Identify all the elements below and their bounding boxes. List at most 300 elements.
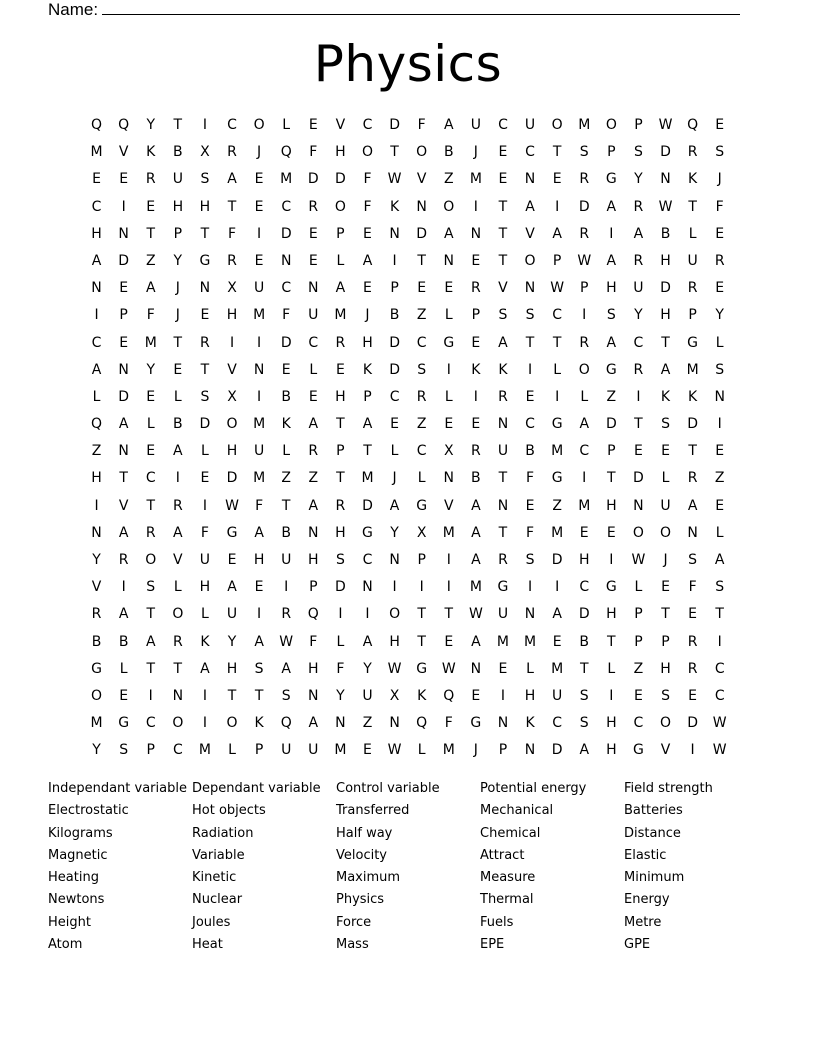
grid-letter[interactable]: R: [172, 497, 183, 514]
grid-letter[interactable]: U: [199, 552, 211, 568]
grid-letter[interactable]: S: [146, 579, 156, 596]
grid-letter[interactable]: E: [308, 252, 318, 269]
grid-letter[interactable]: W: [468, 606, 483, 623]
grid-letter[interactable]: T: [525, 334, 535, 351]
grid-letter[interactable]: M: [280, 171, 293, 188]
grid-letter[interactable]: I: [121, 198, 126, 215]
grid-letter[interactable]: E: [715, 225, 725, 242]
grid-letter[interactable]: A: [254, 633, 264, 650]
grid-letter[interactable]: O: [389, 606, 401, 623]
grid-letter[interactable]: C: [552, 715, 563, 732]
grid-letter[interactable]: T: [417, 606, 426, 623]
grid-letter[interactable]: I: [392, 579, 397, 596]
grid-letter[interactable]: S: [200, 171, 210, 188]
grid-letter[interactable]: D: [416, 225, 428, 242]
grid-letter[interactable]: S: [119, 742, 129, 759]
grid-letter[interactable]: F: [526, 524, 535, 541]
grid-letter[interactable]: P: [688, 307, 697, 324]
grid-letter[interactable]: R: [687, 633, 698, 650]
grid-letter[interactable]: N: [389, 552, 400, 568]
grid-letter[interactable]: L: [417, 470, 426, 487]
grid-letter[interactable]: U: [308, 307, 319, 324]
grid-letter[interactable]: N: [308, 687, 319, 704]
grid-letter[interactable]: E: [498, 660, 508, 677]
grid-letter[interactable]: D: [118, 388, 130, 405]
grid-letter[interactable]: L: [309, 361, 318, 378]
grid-letter[interactable]: S: [715, 361, 725, 378]
grid-letter[interactable]: M: [253, 470, 266, 487]
grid-letter[interactable]: D: [578, 606, 590, 623]
grid-letter[interactable]: R: [579, 171, 590, 188]
grid-letter[interactable]: D: [335, 579, 346, 596]
grid-letter[interactable]: H: [362, 334, 373, 351]
grid-letter[interactable]: G: [605, 171, 617, 188]
grid-letter[interactable]: R: [470, 280, 481, 297]
grid-letter[interactable]: U: [281, 552, 292, 568]
grid-letter[interactable]: T: [417, 633, 426, 650]
grid-letter[interactable]: H: [91, 225, 102, 242]
grid-letter[interactable]: I: [202, 715, 207, 732]
grid-letter[interactable]: R: [470, 443, 481, 460]
grid-letter[interactable]: L: [336, 252, 345, 269]
grid-letter[interactable]: A: [471, 524, 481, 541]
grid-letter[interactable]: T: [390, 144, 399, 161]
grid-letter[interactable]: K: [146, 144, 156, 161]
grid-letter[interactable]: H: [606, 606, 617, 623]
grid-letter[interactable]: L: [715, 524, 724, 541]
grid-letter[interactable]: P: [417, 552, 426, 568]
grid-letter[interactable]: U: [497, 606, 509, 623]
grid-letter[interactable]: P: [634, 606, 643, 623]
grid-letter[interactable]: Y: [336, 687, 345, 704]
grid-letter[interactable]: T: [200, 225, 210, 242]
grid-letter[interactable]: E: [308, 388, 318, 405]
grid-letter[interactable]: T: [715, 606, 724, 623]
grid-letter[interactable]: B: [281, 524, 291, 541]
grid-letter[interactable]: V: [335, 117, 346, 133]
grid-letter[interactable]: G: [443, 334, 455, 351]
grid-letter[interactable]: I: [257, 334, 262, 351]
grid-letter[interactable]: T: [119, 470, 128, 487]
grid-letter[interactable]: H: [199, 198, 211, 215]
grid-letter[interactable]: E: [119, 687, 129, 704]
grid-letter[interactable]: I: [202, 687, 207, 704]
grid-letter[interactable]: I: [392, 252, 397, 269]
grid-letter[interactable]: H: [606, 280, 617, 297]
grid-letter[interactable]: A: [471, 633, 481, 650]
grid-letter[interactable]: P: [634, 633, 643, 650]
grid-letter[interactable]: R: [579, 225, 590, 242]
grid-letter[interactable]: T: [146, 660, 156, 677]
grid-letter[interactable]: O: [443, 198, 455, 215]
grid-letter[interactable]: I: [446, 361, 451, 378]
grid-letter[interactable]: M: [551, 443, 564, 460]
grid-letter[interactable]: D: [389, 334, 400, 351]
grid-letter[interactable]: I: [582, 307, 587, 324]
grid-letter[interactable]: Q: [443, 687, 455, 704]
grid-letter[interactable]: N: [118, 443, 129, 460]
grid-letter[interactable]: E: [254, 252, 264, 269]
grid-letter[interactable]: I: [609, 225, 614, 242]
grid-letter[interactable]: Y: [390, 524, 399, 541]
grid-letter[interactable]: R: [498, 388, 508, 405]
grid-letter[interactable]: I: [229, 334, 235, 351]
grid-letter[interactable]: T: [552, 144, 562, 161]
grid-letter[interactable]: A: [498, 334, 508, 351]
grid-letter[interactable]: A: [443, 117, 454, 133]
name-underline[interactable]: [102, 0, 740, 15]
grid-letter[interactable]: I: [555, 198, 560, 215]
grid-letter[interactable]: T: [498, 470, 508, 487]
grid-letter[interactable]: P: [336, 225, 345, 242]
grid-letter[interactable]: B: [281, 388, 291, 405]
grid-letter[interactable]: Q: [416, 715, 428, 732]
grid-letter[interactable]: E: [661, 579, 670, 596]
grid-letter[interactable]: N: [416, 198, 427, 215]
grid-letter[interactable]: A: [606, 198, 617, 215]
grid-letter[interactable]: H: [172, 198, 184, 215]
grid-letter[interactable]: U: [308, 742, 319, 759]
grid-letter[interactable]: S: [661, 416, 670, 433]
grid-letter[interactable]: E: [363, 225, 372, 242]
grid-letter[interactable]: C: [498, 117, 508, 133]
grid-letter[interactable]: E: [363, 742, 372, 759]
grid-letter[interactable]: F: [282, 307, 291, 324]
grid-letter[interactable]: J: [473, 144, 478, 161]
grid-letter[interactable]: U: [687, 252, 698, 269]
grid-letter[interactable]: S: [281, 687, 291, 704]
grid-letter[interactable]: U: [660, 497, 671, 514]
grid-letter[interactable]: T: [688, 443, 697, 460]
grid-letter[interactable]: L: [146, 416, 155, 433]
grid-letter[interactable]: I: [582, 470, 587, 487]
grid-letter[interactable]: E: [146, 443, 156, 460]
grid-letter[interactable]: U: [524, 117, 536, 133]
grid-letter[interactable]: E: [606, 524, 616, 541]
grid-letter[interactable]: N: [524, 280, 536, 297]
grid-letter[interactable]: A: [525, 198, 535, 215]
grid-letter[interactable]: N: [172, 687, 184, 704]
grid-letter[interactable]: I: [717, 633, 722, 650]
grid-letter[interactable]: B: [173, 144, 183, 161]
grid-letter[interactable]: E: [552, 171, 562, 188]
grid-letter[interactable]: C: [416, 443, 427, 460]
grid-letter[interactable]: P: [607, 443, 616, 460]
grid-letter[interactable]: E: [92, 171, 101, 188]
grid-letter[interactable]: G: [416, 497, 428, 514]
grid-letter[interactable]: M: [198, 742, 211, 759]
grid-letter[interactable]: N: [362, 579, 373, 596]
grid-letter[interactable]: R: [579, 334, 590, 351]
grid-letter[interactable]: H: [91, 470, 102, 487]
grid-letter[interactable]: U: [226, 606, 238, 623]
grid-letter[interactable]: M: [442, 524, 455, 541]
grid-letter[interactable]: T: [552, 334, 562, 351]
grid-letter[interactable]: E: [444, 280, 454, 297]
grid-letter[interactable]: P: [661, 633, 670, 650]
grid-letter[interactable]: A: [308, 416, 319, 433]
grid-letter[interactable]: N: [524, 742, 536, 759]
grid-letter[interactable]: H: [226, 307, 238, 324]
grid-letter[interactable]: O: [226, 715, 238, 732]
grid-letter[interactable]: L: [634, 579, 643, 596]
grid-letter[interactable]: Y: [173, 252, 183, 269]
grid-letter[interactable]: L: [444, 307, 453, 324]
grid-letter[interactable]: G: [551, 416, 563, 433]
grid-letter[interactable]: R: [335, 497, 346, 514]
grid-letter[interactable]: H: [606, 742, 617, 759]
grid-letter[interactable]: B: [471, 470, 481, 487]
grid-letter[interactable]: X: [200, 144, 210, 161]
grid-letter[interactable]: I: [717, 416, 722, 433]
grid-letter[interactable]: M: [253, 416, 266, 433]
grid-letter[interactable]: T: [173, 334, 183, 351]
grid-letter[interactable]: Y: [92, 742, 101, 759]
grid-letter[interactable]: Z: [714, 470, 725, 487]
grid-letter[interactable]: S: [579, 715, 589, 732]
grid-letter[interactable]: N: [280, 252, 292, 269]
grid-letter[interactable]: U: [362, 687, 373, 704]
grid-letter[interactable]: I: [284, 579, 289, 596]
grid-letter[interactable]: V: [416, 171, 427, 188]
grid-letter[interactable]: C: [389, 388, 400, 405]
grid-letter[interactable]: E: [715, 497, 725, 514]
grid-letter[interactable]: Y: [715, 307, 724, 324]
grid-letter[interactable]: L: [201, 606, 209, 623]
grid-letter[interactable]: H: [660, 660, 671, 677]
grid-letter[interactable]: L: [228, 742, 236, 759]
grid-letter[interactable]: A: [308, 497, 319, 514]
grid-letter[interactable]: T: [661, 606, 670, 623]
grid-letter[interactable]: R: [308, 198, 319, 215]
grid-letter[interactable]: E: [146, 388, 156, 405]
grid-letter[interactable]: M: [578, 117, 591, 133]
grid-letter[interactable]: Q: [91, 117, 103, 133]
grid-letter[interactable]: M: [90, 144, 103, 161]
grid-letter[interactable]: N: [389, 225, 400, 242]
grid-letter[interactable]: V: [118, 497, 129, 514]
grid-letter[interactable]: Q: [280, 144, 292, 161]
grid-letter[interactable]: C: [525, 416, 535, 433]
grid-letter[interactable]: C: [308, 334, 319, 351]
grid-letter[interactable]: K: [254, 715, 264, 732]
grid-letter[interactable]: N: [335, 715, 346, 732]
grid-letter[interactable]: S: [661, 687, 670, 704]
grid-letter[interactable]: H: [660, 307, 671, 324]
grid-letter[interactable]: M: [144, 334, 157, 351]
grid-letter[interactable]: S: [715, 144, 725, 161]
grid-letter[interactable]: I: [257, 388, 262, 405]
grid-letter[interactable]: Z: [308, 470, 319, 487]
grid-letter[interactable]: B: [525, 443, 535, 460]
grid-letter[interactable]: N: [470, 225, 482, 242]
grid-letter[interactable]: O: [416, 144, 428, 161]
grid-letter[interactable]: R: [91, 606, 102, 623]
grid-letter[interactable]: N: [91, 524, 102, 541]
grid-letter[interactable]: I: [148, 687, 153, 704]
grid-letter[interactable]: P: [390, 280, 399, 297]
grid-letter[interactable]: I: [121, 579, 126, 596]
grid-letter[interactable]: G: [199, 252, 211, 269]
grid-letter[interactable]: W: [387, 660, 402, 677]
grid-letter[interactable]: L: [390, 443, 399, 460]
grid-letter[interactable]: S: [254, 660, 264, 677]
grid-letter[interactable]: D: [118, 252, 130, 269]
grid-letter[interactable]: L: [580, 388, 589, 405]
grid-letter[interactable]: L: [715, 334, 724, 351]
grid-letter[interactable]: D: [605, 416, 617, 433]
grid-letter[interactable]: J: [717, 171, 722, 188]
grid-letter[interactable]: M: [551, 660, 564, 677]
grid-letter[interactable]: F: [715, 198, 724, 215]
grid-letter[interactable]: T: [146, 497, 156, 514]
grid-letter[interactable]: Y: [146, 361, 156, 378]
grid-letter[interactable]: I: [175, 470, 180, 487]
grid-letter[interactable]: L: [661, 470, 670, 487]
grid-letter[interactable]: R: [227, 144, 237, 161]
grid-letter[interactable]: W: [658, 117, 673, 133]
grid-letter[interactable]: M: [334, 307, 347, 324]
grid-letter[interactable]: I: [446, 579, 451, 596]
grid-letter[interactable]: P: [580, 280, 589, 297]
grid-letter[interactable]: O: [660, 524, 672, 541]
grid-letter[interactable]: A: [471, 552, 481, 568]
grid-letter[interactable]: S: [200, 388, 210, 405]
grid-letter[interactable]: S: [715, 579, 725, 596]
grid-letter[interactable]: A: [173, 524, 183, 541]
grid-letter[interactable]: H: [335, 524, 346, 541]
grid-letter[interactable]: Z: [606, 388, 617, 405]
grid-letter[interactable]: P: [471, 307, 481, 324]
grid-letter[interactable]: I: [527, 579, 533, 596]
grid-letter[interactable]: D: [578, 198, 590, 215]
grid-letter[interactable]: E: [119, 171, 129, 188]
grid-letter[interactable]: A: [660, 361, 671, 378]
grid-letter[interactable]: N: [524, 606, 536, 623]
grid-letter[interactable]: W: [631, 552, 646, 568]
grid-letter[interactable]: L: [336, 633, 345, 650]
grid-letter[interactable]: O: [172, 606, 184, 623]
grid-letter[interactable]: E: [119, 334, 129, 351]
grid-letter[interactable]: E: [525, 497, 535, 514]
grid-letter[interactable]: E: [715, 280, 725, 297]
grid-letter[interactable]: U: [253, 443, 265, 460]
grid-letter[interactable]: P: [146, 742, 155, 759]
grid-letter[interactable]: L: [201, 443, 209, 460]
grid-letter[interactable]: T: [200, 361, 210, 378]
grid-letter[interactable]: A: [91, 361, 102, 378]
grid-letter[interactable]: I: [257, 225, 262, 242]
grid-letter[interactable]: P: [309, 579, 318, 596]
grid-letter[interactable]: D: [280, 225, 292, 242]
grid-letter[interactable]: O: [145, 552, 157, 568]
grid-letter[interactable]: V: [227, 361, 237, 378]
grid-letter[interactable]: Z: [281, 470, 291, 487]
grid-letter[interactable]: I: [473, 198, 478, 215]
grid-letter[interactable]: D: [551, 552, 563, 568]
grid-letter[interactable]: L: [282, 117, 291, 133]
grid-letter[interactable]: W: [658, 198, 673, 215]
grid-letter[interactable]: N: [497, 497, 509, 514]
grid-letter[interactable]: T: [146, 606, 156, 623]
grid-letter[interactable]: K: [417, 687, 427, 704]
grid-letter[interactable]: R: [308, 443, 319, 460]
grid-letter[interactable]: L: [526, 660, 534, 677]
grid-letter[interactable]: V: [498, 280, 508, 297]
grid-letter[interactable]: S: [335, 552, 345, 568]
grid-letter[interactable]: N: [714, 388, 725, 405]
grid-letter[interactable]: R: [416, 388, 427, 405]
grid-letter[interactable]: F: [526, 470, 535, 487]
grid-letter[interactable]: U: [633, 280, 644, 297]
grid-letter[interactable]: G: [551, 470, 563, 487]
grid-letter[interactable]: E: [254, 198, 264, 215]
grid-letter[interactable]: Z: [633, 660, 644, 677]
grid-letter[interactable]: F: [146, 307, 155, 324]
grid-letter[interactable]: H: [660, 252, 671, 269]
grid-letter[interactable]: H: [199, 579, 211, 596]
grid-letter[interactable]: E: [471, 687, 481, 704]
grid-letter[interactable]: D: [226, 470, 238, 487]
grid-letter[interactable]: I: [419, 579, 424, 596]
grid-letter[interactable]: P: [254, 742, 264, 759]
grid-letter[interactable]: R: [145, 171, 156, 188]
grid-letter[interactable]: S: [525, 307, 535, 324]
grid-letter[interactable]: C: [91, 198, 102, 215]
grid-letter[interactable]: T: [498, 198, 508, 215]
grid-letter[interactable]: N: [497, 416, 509, 433]
grid-letter[interactable]: A: [118, 416, 129, 433]
grid-letter[interactable]: M: [686, 361, 699, 378]
grid-letter[interactable]: T: [146, 225, 156, 242]
grid-letter[interactable]: A: [362, 633, 373, 650]
grid-letter[interactable]: L: [92, 388, 101, 405]
grid-letter[interactable]: S: [606, 307, 616, 324]
grid-letter[interactable]: N: [253, 361, 265, 378]
grid-letter[interactable]: M: [334, 742, 347, 759]
grid-letter[interactable]: P: [552, 252, 562, 269]
grid-letter[interactable]: E: [579, 524, 589, 541]
grid-letter[interactable]: O: [91, 687, 103, 704]
grid-letter[interactable]: C: [362, 552, 373, 568]
grid-letter[interactable]: N: [524, 171, 536, 188]
grid-letter[interactable]: S: [417, 361, 427, 378]
grid-letter[interactable]: P: [363, 388, 372, 405]
grid-letter[interactable]: H: [524, 687, 536, 704]
grid-letter[interactable]: T: [498, 225, 508, 242]
grid-letter[interactable]: W: [441, 660, 456, 677]
grid-letter[interactable]: R: [687, 280, 698, 297]
grid-letter[interactable]: Q: [118, 117, 130, 133]
grid-letter[interactable]: C: [714, 687, 725, 704]
grid-letter[interactable]: S: [688, 552, 698, 568]
grid-letter[interactable]: E: [525, 388, 535, 405]
grid-letter[interactable]: R: [227, 252, 237, 269]
grid-letter[interactable]: H: [606, 497, 617, 514]
grid-letter[interactable]: V: [443, 497, 454, 514]
grid-letter[interactable]: K: [525, 715, 535, 732]
grid-letter[interactable]: R: [498, 552, 508, 568]
grid-letter[interactable]: N: [308, 280, 319, 297]
grid-letter[interactable]: L: [553, 361, 562, 378]
grid-letter[interactable]: E: [173, 361, 183, 378]
grid-letter[interactable]: E: [444, 416, 454, 433]
grid-letter[interactable]: I: [473, 388, 478, 405]
grid-letter[interactable]: W: [577, 252, 592, 269]
grid-letter[interactable]: A: [714, 552, 725, 568]
grid-letter[interactable]: D: [389, 117, 400, 133]
grid-letter[interactable]: I: [609, 687, 614, 704]
